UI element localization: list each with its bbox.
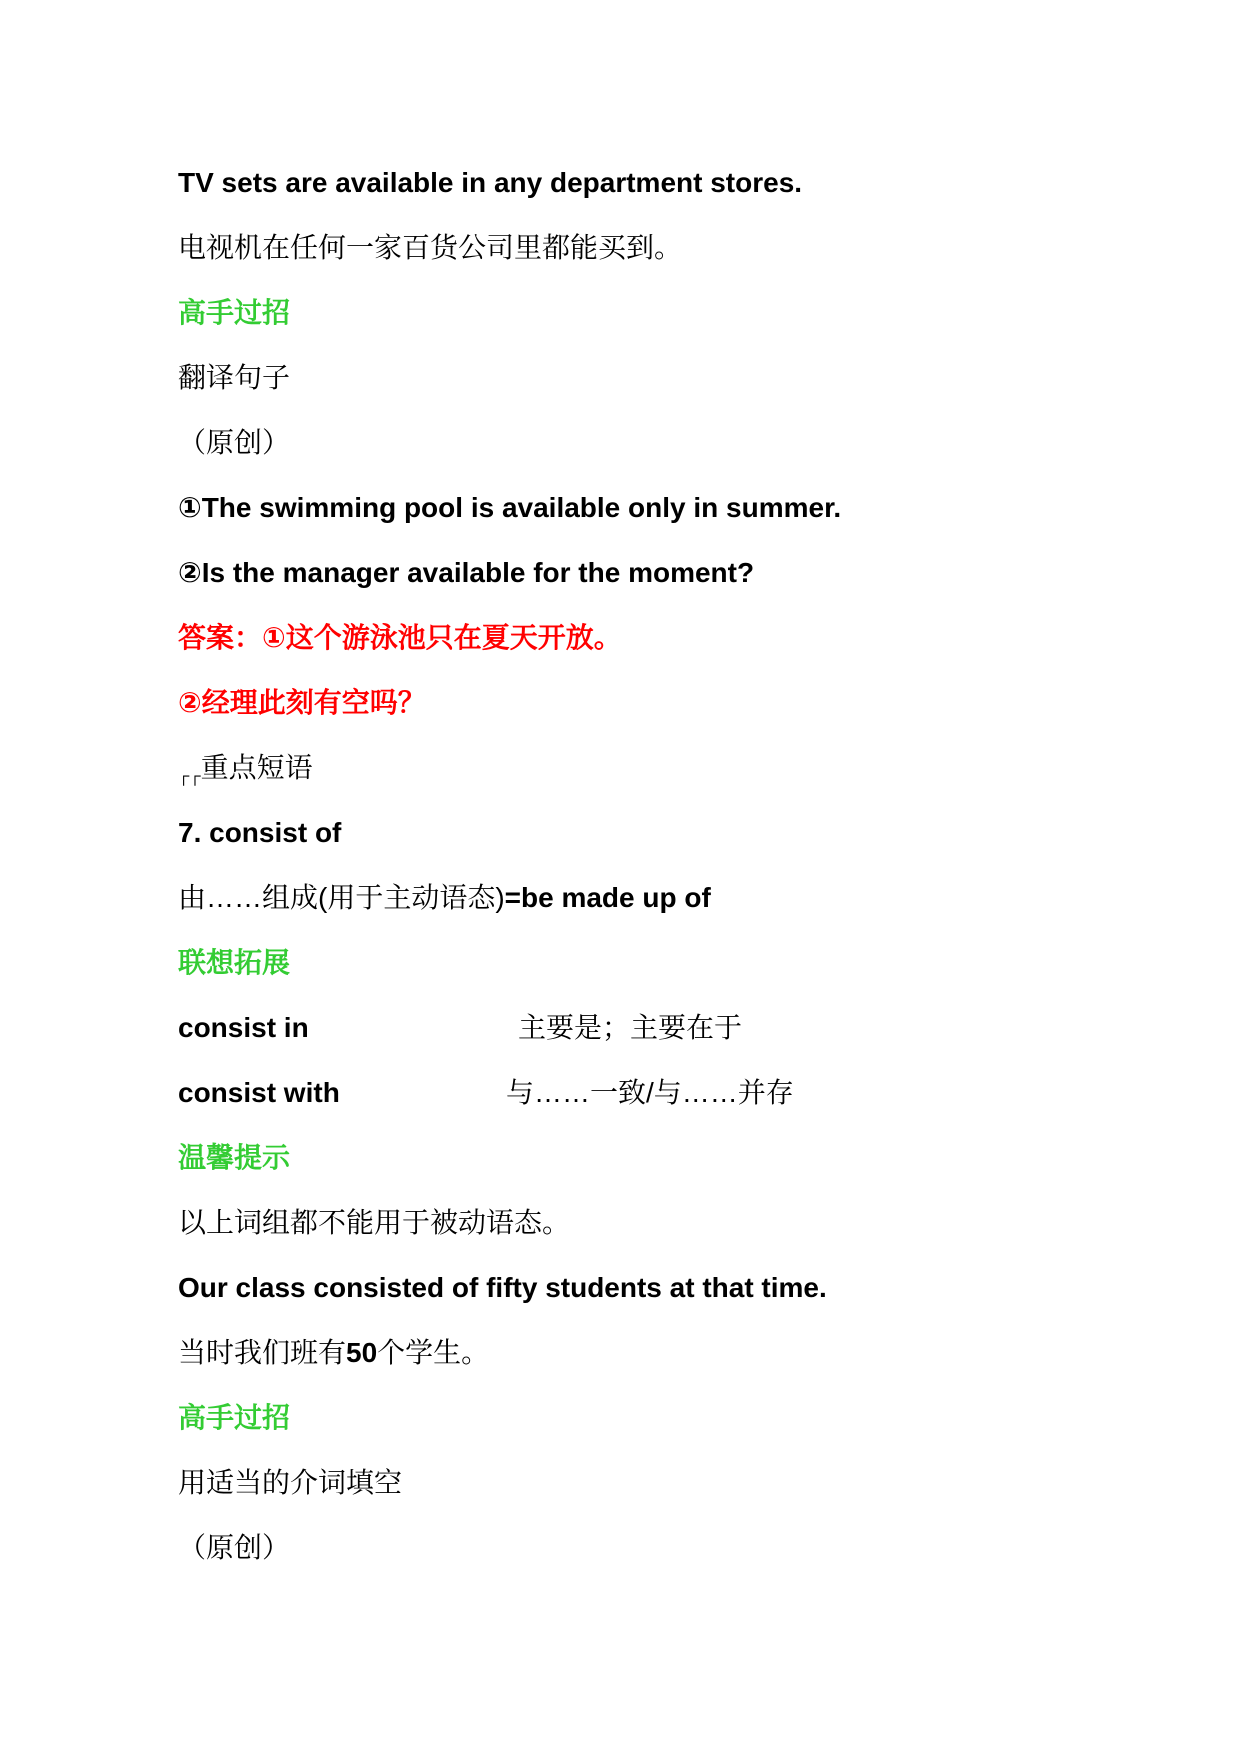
- section-heading-key-phrases: [178, 748, 313, 788]
- example-zh-part: 个学生。: [377, 1337, 490, 1368]
- example-sentence-zh: 电视机在任何一家百货公司里都能买到。: [178, 232, 683, 263]
- key-phrases-label: 重点短语: [200, 752, 313, 783]
- extension-meaning: 与……一致/与……并存: [506, 1077, 794, 1108]
- example-sentence-en: Our class consisted of fifty students at that time.: [178, 1272, 827, 1303]
- section-heading-extension: 联想拓展: [178, 947, 291, 978]
- phrase-definition-zh: 由……组成(用于主动语态): [178, 882, 505, 913]
- example-sentence-zh: [178, 1333, 489, 1373]
- section-heading-practice: 高手过招: [178, 297, 291, 328]
- phrase-definition-en: =be made up of: [504, 882, 711, 913]
- exercise-item-1: ①The swimming pool is available only in summer.: [178, 492, 842, 523]
- exercise-instruction: 用适当的介词填空: [178, 1467, 403, 1498]
- example-zh-part: 当时我们班有: [178, 1337, 347, 1368]
- section-heading-tip: 温馨提示: [178, 1142, 291, 1173]
- phrase-definition: [178, 878, 711, 918]
- extension-row-1: [178, 1008, 978, 1048]
- extension-row-2: [178, 1073, 978, 1113]
- exercise-instruction: 翻译句子: [178, 362, 291, 393]
- extension-phrase: consist in: [178, 1012, 309, 1043]
- exercise-item-2: ②Is the manager available for the moment?: [178, 557, 755, 588]
- tip-text: 以上词组都不能用于被动语态。: [178, 1207, 571, 1238]
- source-note: （原创）: [178, 1532, 291, 1563]
- answer-line-1: 答案：①这个游泳池只在夏天开放。: [178, 622, 622, 653]
- example-sentence-en: TV sets are available in any department stores.: [178, 167, 803, 198]
- phrase-title: 7. consist of: [178, 817, 342, 848]
- answer-line-2: ②经理此刻有空吗？: [178, 687, 426, 718]
- source-note: （原创）: [178, 427, 291, 458]
- section-heading-practice: 高手过招: [178, 1402, 291, 1433]
- extension-phrase: consist with: [178, 1077, 340, 1108]
- example-number: 50: [346, 1337, 378, 1368]
- bracket-mark: ┌┌: [178, 768, 201, 785]
- extension-meaning: 主要是；主要在于: [518, 1012, 743, 1043]
